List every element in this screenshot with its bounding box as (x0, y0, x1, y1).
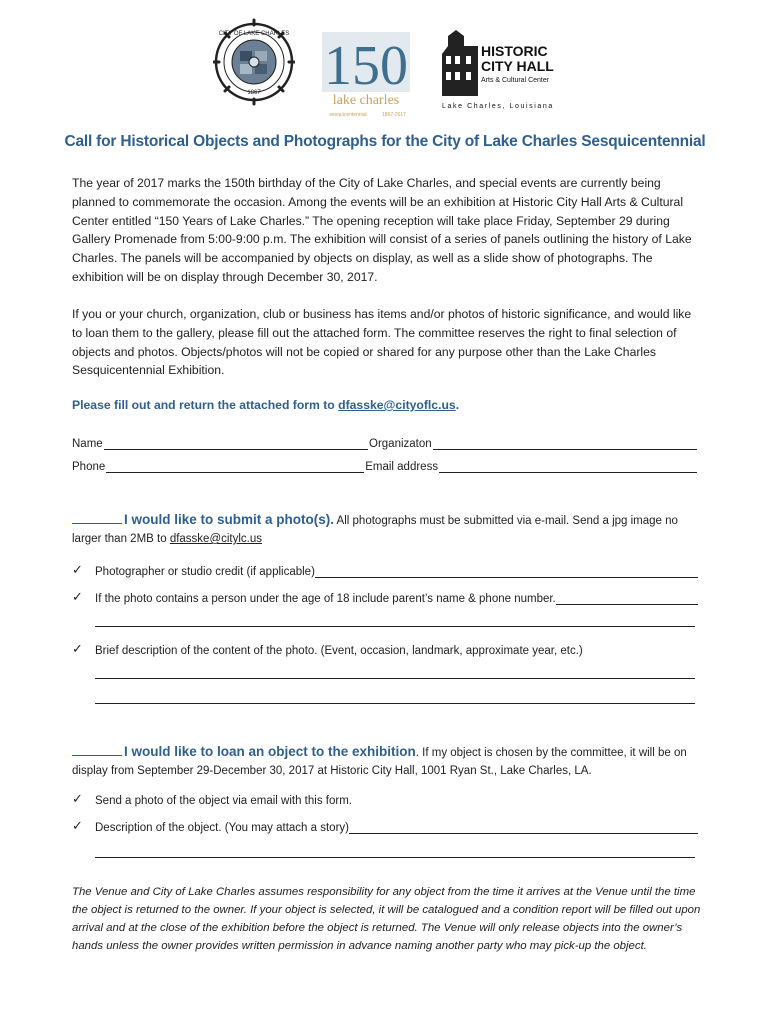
logo-header (0, 16, 770, 116)
sesquicentennial-150-logo (318, 26, 418, 124)
photo-description-field-line2[interactable] (95, 703, 695, 704)
object-item-photo (72, 791, 698, 807)
instruction-end: . (455, 398, 460, 412)
seal-text: CITY OF LAKE CHARLES (218, 31, 290, 37)
name-field[interactable] (104, 438, 368, 450)
name-label: Name (72, 438, 103, 450)
photo-credit-field[interactable] (315, 566, 698, 578)
photo-section-note: All photographs must be submitted via e-mail. Send a jpg image no larger than 2MB to (72, 515, 678, 545)
object-description-field-line2[interactable] (95, 857, 695, 858)
organization-field[interactable] (433, 438, 697, 450)
city-seal-logo (213, 18, 295, 114)
object-description-field[interactable] (349, 822, 698, 834)
photo-item-minor (72, 589, 698, 605)
checkmark-icon: ✓ (72, 589, 83, 604)
loan-paragraph: If you or your church, organization, club or business has items and/or photos of historic significance, and would like to loan them to the gallery, please fill out the attached form. The committee reserves the right to final selection of objects and photos. Objects/photos will not be copied or shared for any purpose other than the Lake Charles Sesquicentennial Exhibition. (72, 307, 692, 378)
phone-label: Phone (72, 461, 106, 473)
object-opt-in-blank[interactable] (72, 743, 122, 756)
hall-line4: Lake Charles, Louisiana (442, 103, 554, 110)
organization-label: Organizaton (369, 438, 432, 450)
photo-section-heading: I would like to submit a photo(s). (124, 512, 334, 527)
object-section-note: . If my object is chosen by the committee, it will be on display from September 29-December 30, 2017 at Historic City Hall, 1001 Ryan St., Lake Charles, LA. (72, 747, 687, 777)
photo-email-link[interactable]: dfasske@citylc.us (169, 533, 263, 545)
photo-item-description (72, 641, 698, 657)
photo-item-label: Brief description of the content of the photo. (Event, occasion, landmark, approximate year, etc.) (95, 645, 583, 657)
object-section-heading: I would like to loan an object to the exhibition (124, 744, 416, 759)
anniv-name: lake charles (332, 93, 400, 108)
page-title: Call for Historical Objects and Photographs for the City of Lake Charles Sesquicentennial (64, 133, 706, 150)
checkmark-icon: ✓ (72, 562, 83, 577)
instruction-text: Please fill out and return the attached form to (72, 398, 339, 412)
email-field[interactable] (439, 461, 697, 473)
liability-notice: The Venue and City of Lake Charles assumes responsibility for any object from the time it arrives at the Venue until the time the object is returned to the owner. If your object is selected, it will be catalogued and a condition report will be filled out upon arrival and at the close of the exhibition before the object is returned. The Venue will only release objects into the owner’s hands unless the owner provides written permission in advance naming another party who may pick-up the object. (72, 886, 701, 952)
photo-section (72, 511, 698, 548)
photo-opt-in-blank[interactable] (72, 511, 122, 524)
phone-email-row (72, 461, 698, 473)
email-label: Email address (365, 461, 439, 473)
name-org-row (72, 438, 698, 450)
seal-year: 1867 (247, 90, 261, 96)
checkmark-icon: ✓ (72, 641, 83, 656)
hall-line1: HISTORIC (481, 43, 548, 59)
parent-contact-field-line2[interactable] (95, 626, 695, 627)
anniv-years: 1867-2017 (382, 112, 406, 118)
checkmark-icon: ✓ (72, 791, 83, 806)
object-item-label: Send a photo of the object via email with this form. (95, 795, 352, 807)
phone-field[interactable] (106, 461, 364, 473)
object-item-label: Description of the object. (You may attach a story) (95, 822, 349, 834)
historic-city-hall-logo (438, 26, 578, 116)
object-section (72, 743, 698, 780)
hall-line3: Arts & Cultural Center (481, 77, 550, 84)
anniv-number: 150 (324, 35, 408, 97)
object-item-description (72, 818, 698, 834)
contact-email-link[interactable]: dfasske@cityoflc.us (338, 398, 456, 412)
photo-item-label: If the photo contains a person under the age of 18 include parent’s name & phone number. (95, 593, 556, 605)
photo-item-label: Photographer or studio credit (if applicable) (95, 566, 315, 578)
photo-item-credit (72, 562, 698, 578)
photo-description-field-line1[interactable] (95, 678, 695, 679)
checkmark-icon: ✓ (72, 818, 83, 833)
intro-paragraph: The year of 2017 marks the 150th birthday of the City of Lake Charles, and special events are currently being planned to commemorate the occasion. Among the events will be an exhibition at Historic City Hall Arts & Cultural Center entitled “150 Years of Lake Charles.” The opening reception will take place Friday, September 29 during Gallery Promenade from 5:00-9:00 p.m. The exhibition will consist of a series of panels outlining the history of Lake Charles. The panels will be accompanied by objects on display, as well as a slide show of photographs. The exhibition will be on display through December 30, 2017. (72, 176, 692, 284)
return-instruction (72, 398, 459, 412)
anniv-sub: sesquicentennial (329, 112, 367, 118)
parent-contact-field[interactable] (556, 593, 698, 605)
hall-line2: CITY HALL (481, 58, 554, 74)
